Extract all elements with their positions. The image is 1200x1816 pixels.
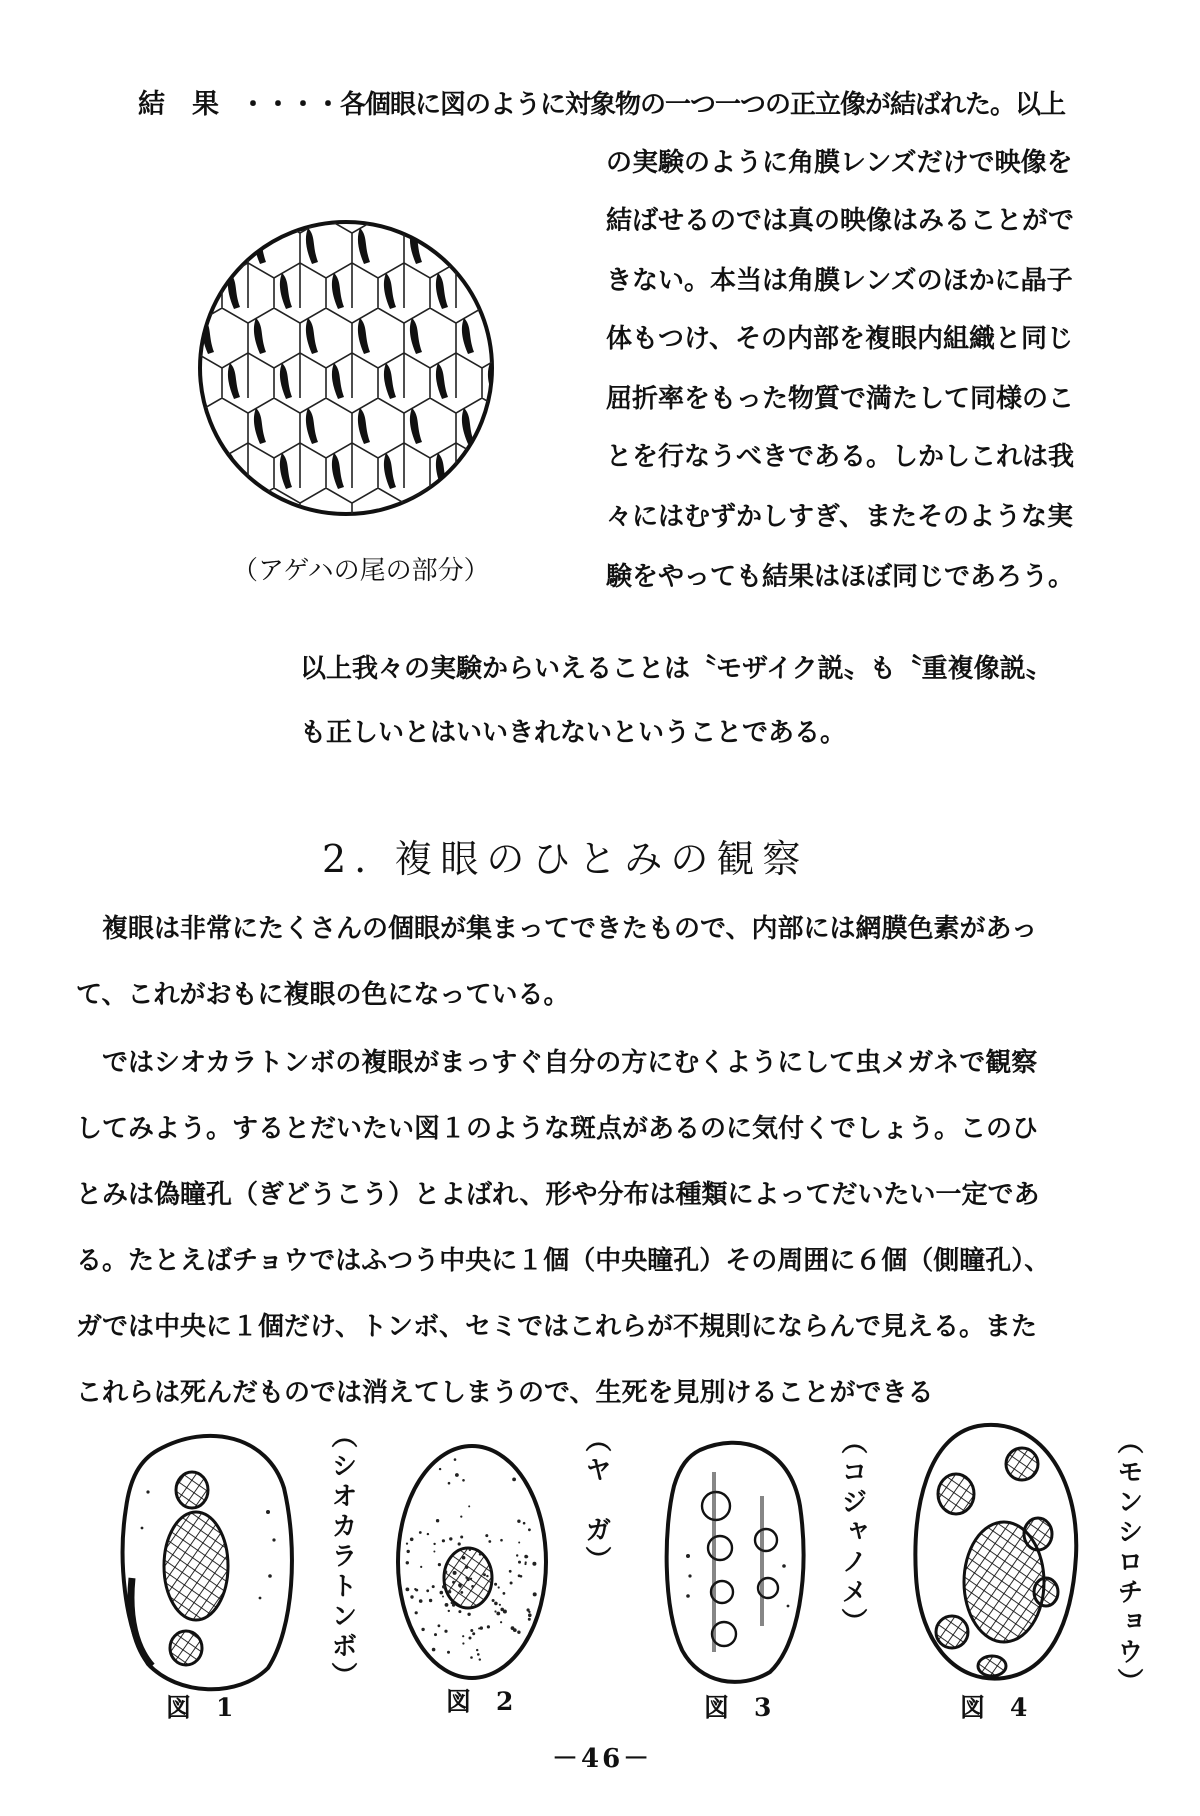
paragraph2-line: してみよう。するとだいたい図１のような斑点があるのに気付くでしょう。このひ [76,1114,1039,1144]
stipple-dot [438,1624,441,1627]
pigment-streak [540,273,552,309]
stipple-dot [478,1628,480,1630]
stipple-dot [516,1554,518,1556]
stipple-dot [511,1626,515,1630]
stipple-dot [479,1658,481,1660]
stipple-dot [458,1610,461,1613]
stipple-dot [528,1611,530,1613]
stipple-dot [500,1621,502,1623]
paragraph2-line: ではシオカラトンボの複眼がまっすぐ自分の方にむくようにして虫メガネで観察 [102,1048,1038,1078]
stipple-dot [500,1608,504,1612]
stipple-dot [518,1542,520,1544]
stipple-dot [510,1582,513,1585]
figure-2-label: 図 2 [446,1687,514,1716]
stipple-dot [442,1585,446,1589]
conclusion-line: も正しいとはいいきれないということである。 [300,718,847,748]
page-number: －46－ [552,1744,653,1774]
stipple-dot [455,1473,459,1477]
stipple-dot [442,1596,444,1598]
stipple-dot [420,1566,422,1568]
stipple-dot [500,1539,503,1542]
stipple-dot [533,1592,537,1596]
stipple-dot [433,1543,435,1545]
figure-3-species: （コジャノメ） [837,1428,867,1638]
stipple-dot [445,1603,449,1607]
stipple-dot [465,1565,469,1569]
stipple-dot [442,1539,445,1542]
stipple-dot [470,1629,473,1632]
stipple-dot [419,1531,422,1534]
stipple-dot [406,1561,409,1564]
stipple-dot [472,1632,475,1635]
stipple-dot [421,1628,424,1631]
stipple-dot [444,1570,447,1573]
pigment-streak [514,408,526,444]
stipple-dot [427,1533,429,1535]
stipple-dot [432,1585,435,1588]
stipple-dot [419,1599,423,1603]
paragraph1-line: 複眼は非常にたくさんの個眼が集まってできたもので、内部には網膜色素があっ [102,914,1038,944]
result-line: 験をやっても結果はほぼ同じであろう。 [606,562,1075,592]
stipple-dot [517,1631,520,1634]
figure-2-illustration [392,1436,552,1686]
stipple-dot [469,1637,472,1640]
figure-4-species: （モンシロチョウ） [1113,1428,1143,1698]
stipple-dot [460,1536,463,1539]
stipple-dot [476,1649,478,1651]
stipple-dot [448,1590,451,1593]
figure-1-label: 図 1 [166,1693,234,1722]
result-line: の実験のように角膜レンズだけで映像を [606,148,1073,178]
stipple-dot [532,1562,536,1566]
stipple-dot [454,1458,457,1461]
stipple-dot [462,1642,464,1644]
stipple-dot [460,1591,463,1594]
figure-4-label: 図 4 [960,1693,1028,1722]
stipple-dot [479,1553,482,1556]
stipple-dot [426,1589,429,1592]
stipple-dot [498,1586,500,1588]
stipple-dot [406,1588,410,1592]
stipple-dot [492,1599,495,1602]
figure-1-illustration [118,1428,298,1698]
stipple-dot [407,1550,410,1553]
stipple-dot [452,1603,455,1606]
result-label: 結 果 [138,89,219,120]
stipple-dot [524,1563,526,1565]
paragraph2-line: る。たとえばチョウではふつう中央に１個（中央瞳孔）その周囲に６個（側瞳孔）、 [76,1246,1051,1276]
result-line: とを行なうべきである。しかしこれは我 [606,442,1075,472]
figure-3-illustration [660,1436,810,1686]
stipple-dot [410,1595,413,1598]
figure-2-species: （ヤ ガ） [581,1426,611,1576]
stipple-dot [490,1568,492,1570]
stipple-dot [406,1543,408,1545]
stipple-dot [462,1556,466,1560]
stipple-dot [429,1599,432,1602]
stipple-dot [447,1651,450,1654]
stipple-dot [416,1589,419,1592]
stipple-dot [494,1610,496,1612]
stipple-dot [468,1505,470,1507]
stipple-dot [518,1574,521,1577]
result-line: 々にはむずかしすぎ、またそのような実 [606,502,1073,532]
stipple-dot [448,1482,451,1485]
stipple-dot [453,1571,457,1575]
stipple-dot [440,1591,444,1595]
stipple-dot [471,1585,474,1588]
stipple-dot [415,1611,418,1614]
stipple-dot [518,1561,521,1564]
figure-4-illustration [908,1416,1084,1686]
stipple-dot [462,1635,464,1637]
stipple-dot [444,1630,447,1633]
stipple-dot [528,1618,531,1621]
result-line: きない。本当は角膜レンズのほかに晶子 [606,266,1073,296]
stipple-dot [449,1537,452,1540]
pigment-streak [514,228,526,264]
paragraph2-line: とみは偽瞳孔（ぎどうこう）とよばれ、形や分布は種類によってだいたい一定であ [76,1180,1040,1210]
stipple-dot [477,1653,480,1656]
stipple-dot [523,1522,526,1525]
stipple-dot [452,1581,455,1584]
stipple-dot [439,1468,441,1470]
stipple-dot [480,1626,483,1629]
stipple-dot [512,1478,516,1482]
section-heading: 2. 複眼のひとみの観察 [322,837,809,881]
stipple-dot [496,1612,500,1616]
stipple-dot [486,1575,488,1577]
result-line: 屈折率をもった物質で満たして同様のこ [606,384,1075,414]
stipple-dot [509,1570,512,1573]
figure-3-label: 図 3 [704,1693,772,1722]
pigment-streak [462,228,474,264]
stipple-dot [526,1556,528,1558]
pigment-streak [514,318,526,354]
figure-caption: （アゲハの尾の部分） [232,556,490,586]
compound-eye-illustration [196,218,496,518]
pigment-streak [540,453,552,489]
figure-1-species: （シオカラトンボ） [327,1422,357,1692]
stipple-dot [528,1613,532,1617]
result-first-line: ・・・・各個眼に図のように対象物の一つ一つの正立像が結ばれた。以上 [240,90,1066,120]
stipple-dot [460,1516,462,1518]
paragraph2-line: ガでは中央に１個だけ、トンボ、セミではこれらが不規則にならんで見える。また [76,1312,1037,1342]
stipple-dot [410,1538,414,1542]
stipple-dot [465,1577,467,1579]
stipple-dot [494,1602,498,1606]
paragraph1-line: て、これがおもに複眼の色になっている。 [76,980,570,1010]
stipple-dot [487,1625,490,1628]
stipple-dot [485,1534,488,1537]
pigment-streak [488,273,500,309]
stipple-dot [462,1479,465,1482]
pigment-streak [202,228,214,264]
stipple-dot [470,1656,473,1659]
paragraph2-line: これらは死んだものでは消えてしまうので、生死を見別けることができる [76,1378,934,1408]
stipple-dot [436,1519,439,1522]
stipple-dot [483,1573,486,1576]
stipple-dot [434,1633,437,1636]
stipple-dot [488,1540,491,1543]
stipple-dot [517,1520,520,1523]
conclusion-line: 以上我々の実験からいえることは〝モザイク説〟も〝重複像説〟 [300,654,1052,684]
stipple-dot [469,1549,471,1551]
stipple-dot [494,1583,497,1586]
stipple-dot [459,1586,461,1588]
stipple-dot [458,1542,461,1545]
stipple-dot [528,1528,531,1531]
result-line: 体もつけ、その内部を複眼内組織と同じ [606,324,1073,354]
result-line: 結ばせるのでは真の映像はみることがで [606,206,1075,236]
stipple-dot [438,1563,441,1566]
pigment-streak [488,453,500,489]
stipple-dot [499,1604,501,1606]
stipple-dot [433,1551,435,1553]
stipple-dot [470,1578,472,1580]
stipple-dot [432,1648,436,1652]
stipple-dot [467,1613,470,1616]
stipple-dot [503,1592,506,1595]
stipple-dot [448,1610,450,1612]
pigment-streak [540,363,552,399]
